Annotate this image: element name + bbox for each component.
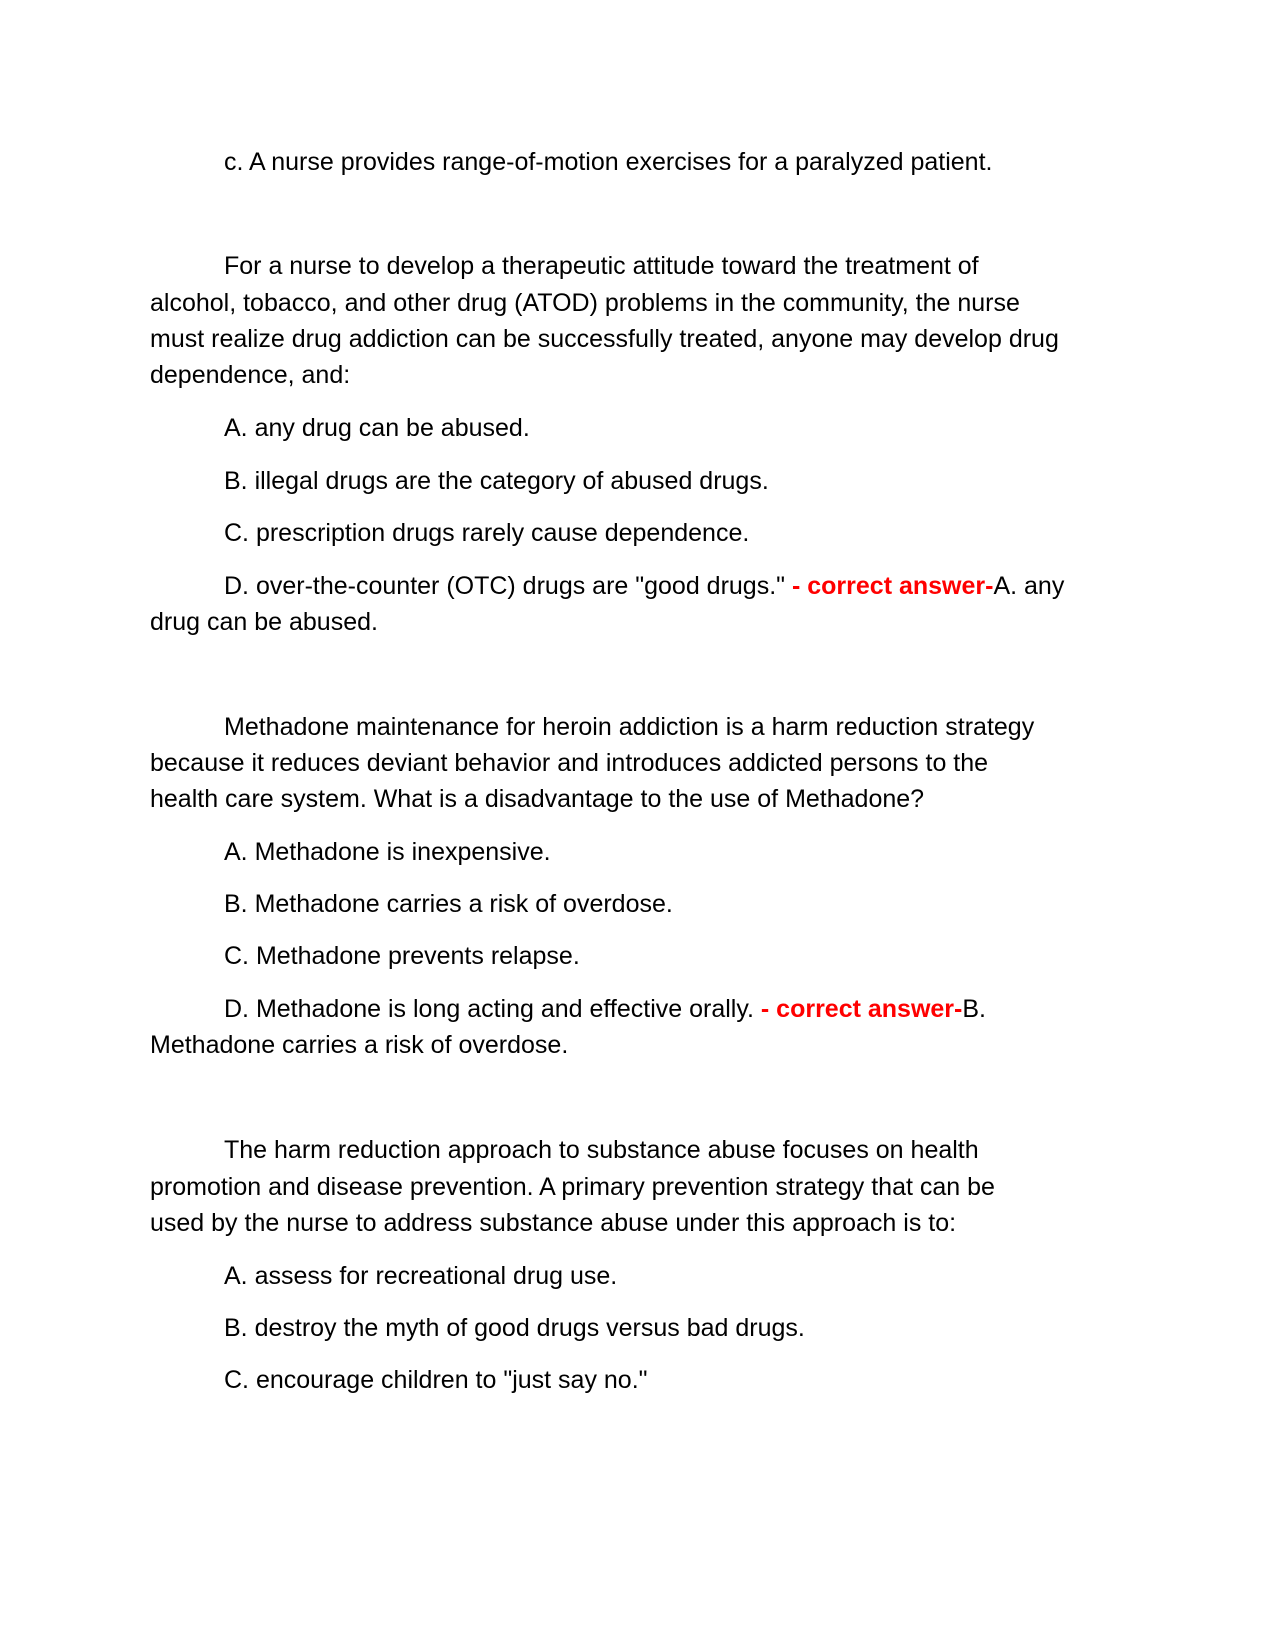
question-2-answer-continuation: Methadone carries a risk of overdose. — [150, 1031, 569, 1059]
question-1-stem-line-1: For a nurse to develop a therapeutic attitude toward the treatment of — [224, 252, 979, 280]
question-2-option-b: B. Methadone carries a risk of overdose. — [224, 890, 673, 918]
question-2-stem-line-3: health care system. What is a disadvantage to the use of Methadone? — [150, 785, 925, 813]
question-3-stem-line-2: promotion and disease prevention. A primary prevention strategy that can be — [150, 1173, 995, 1201]
question-1-option-a: A. any drug can be abused. — [224, 414, 530, 442]
question-2-option-d-line — [224, 990, 986, 1028]
question-1-stem-line-3: must realize drug addiction can be successfully treated, anyone may develop drug — [150, 325, 1059, 353]
question-1-stem-line-2: alcohol, tobacco, and other drug (ATOD) problems in the community, the nurse — [150, 289, 1020, 317]
question-1-answer-start: A. any — [993, 572, 1065, 600]
question-2-stem-line-2: because it reduces deviant behavior and introduces addicted persons to the — [150, 749, 989, 777]
question-1-option-c: C. prescription drugs rarely cause dependence. — [224, 519, 750, 547]
question-1-stem-line-4: dependence, and: — [150, 361, 351, 389]
intro-option-c: c. A nurse provides range-of-motion exercises for a paralyzed patient. — [224, 148, 993, 176]
question-2-option-c: C. Methadone prevents relapse. — [224, 942, 580, 970]
question-3-stem-line-1: The harm reduction approach to substance abuse focuses on health — [224, 1136, 979, 1164]
question-2-option-d: D. Methadone is long acting and effective orally. — [224, 995, 761, 1023]
question-2-option-a: A. Methadone is inexpensive. — [224, 838, 551, 866]
question-3-option-a: A. assess for recreational drug use. — [224, 1262, 618, 1290]
question-3-option-b: B. destroy the myth of good drugs versus bad drugs. — [224, 1314, 805, 1342]
question-3-stem-line-3: used by the nurse to address substance abuse under this approach is to: — [150, 1209, 957, 1237]
question-1-option-d: D. over-the-counter (OTC) drugs are "good drugs." — [224, 572, 792, 600]
question-1-answer-continuation: drug can be abused. — [150, 608, 378, 636]
question-3-option-c: C. encourage children to "just say no." — [224, 1366, 648, 1394]
question-2-answer-start: B. — [962, 995, 986, 1023]
question-1-option-d-line — [224, 567, 1064, 605]
question-1-option-b: B. illegal drugs are the category of abused drugs. — [224, 467, 769, 495]
question-1-correct-answer-marker: - correct answer- — [791, 572, 994, 600]
question-2-stem-line-1: Methadone maintenance for heroin addiction is a harm reduction strategy — [224, 713, 1035, 741]
question-2-correct-answer-marker: - correct answer- — [760, 995, 963, 1023]
